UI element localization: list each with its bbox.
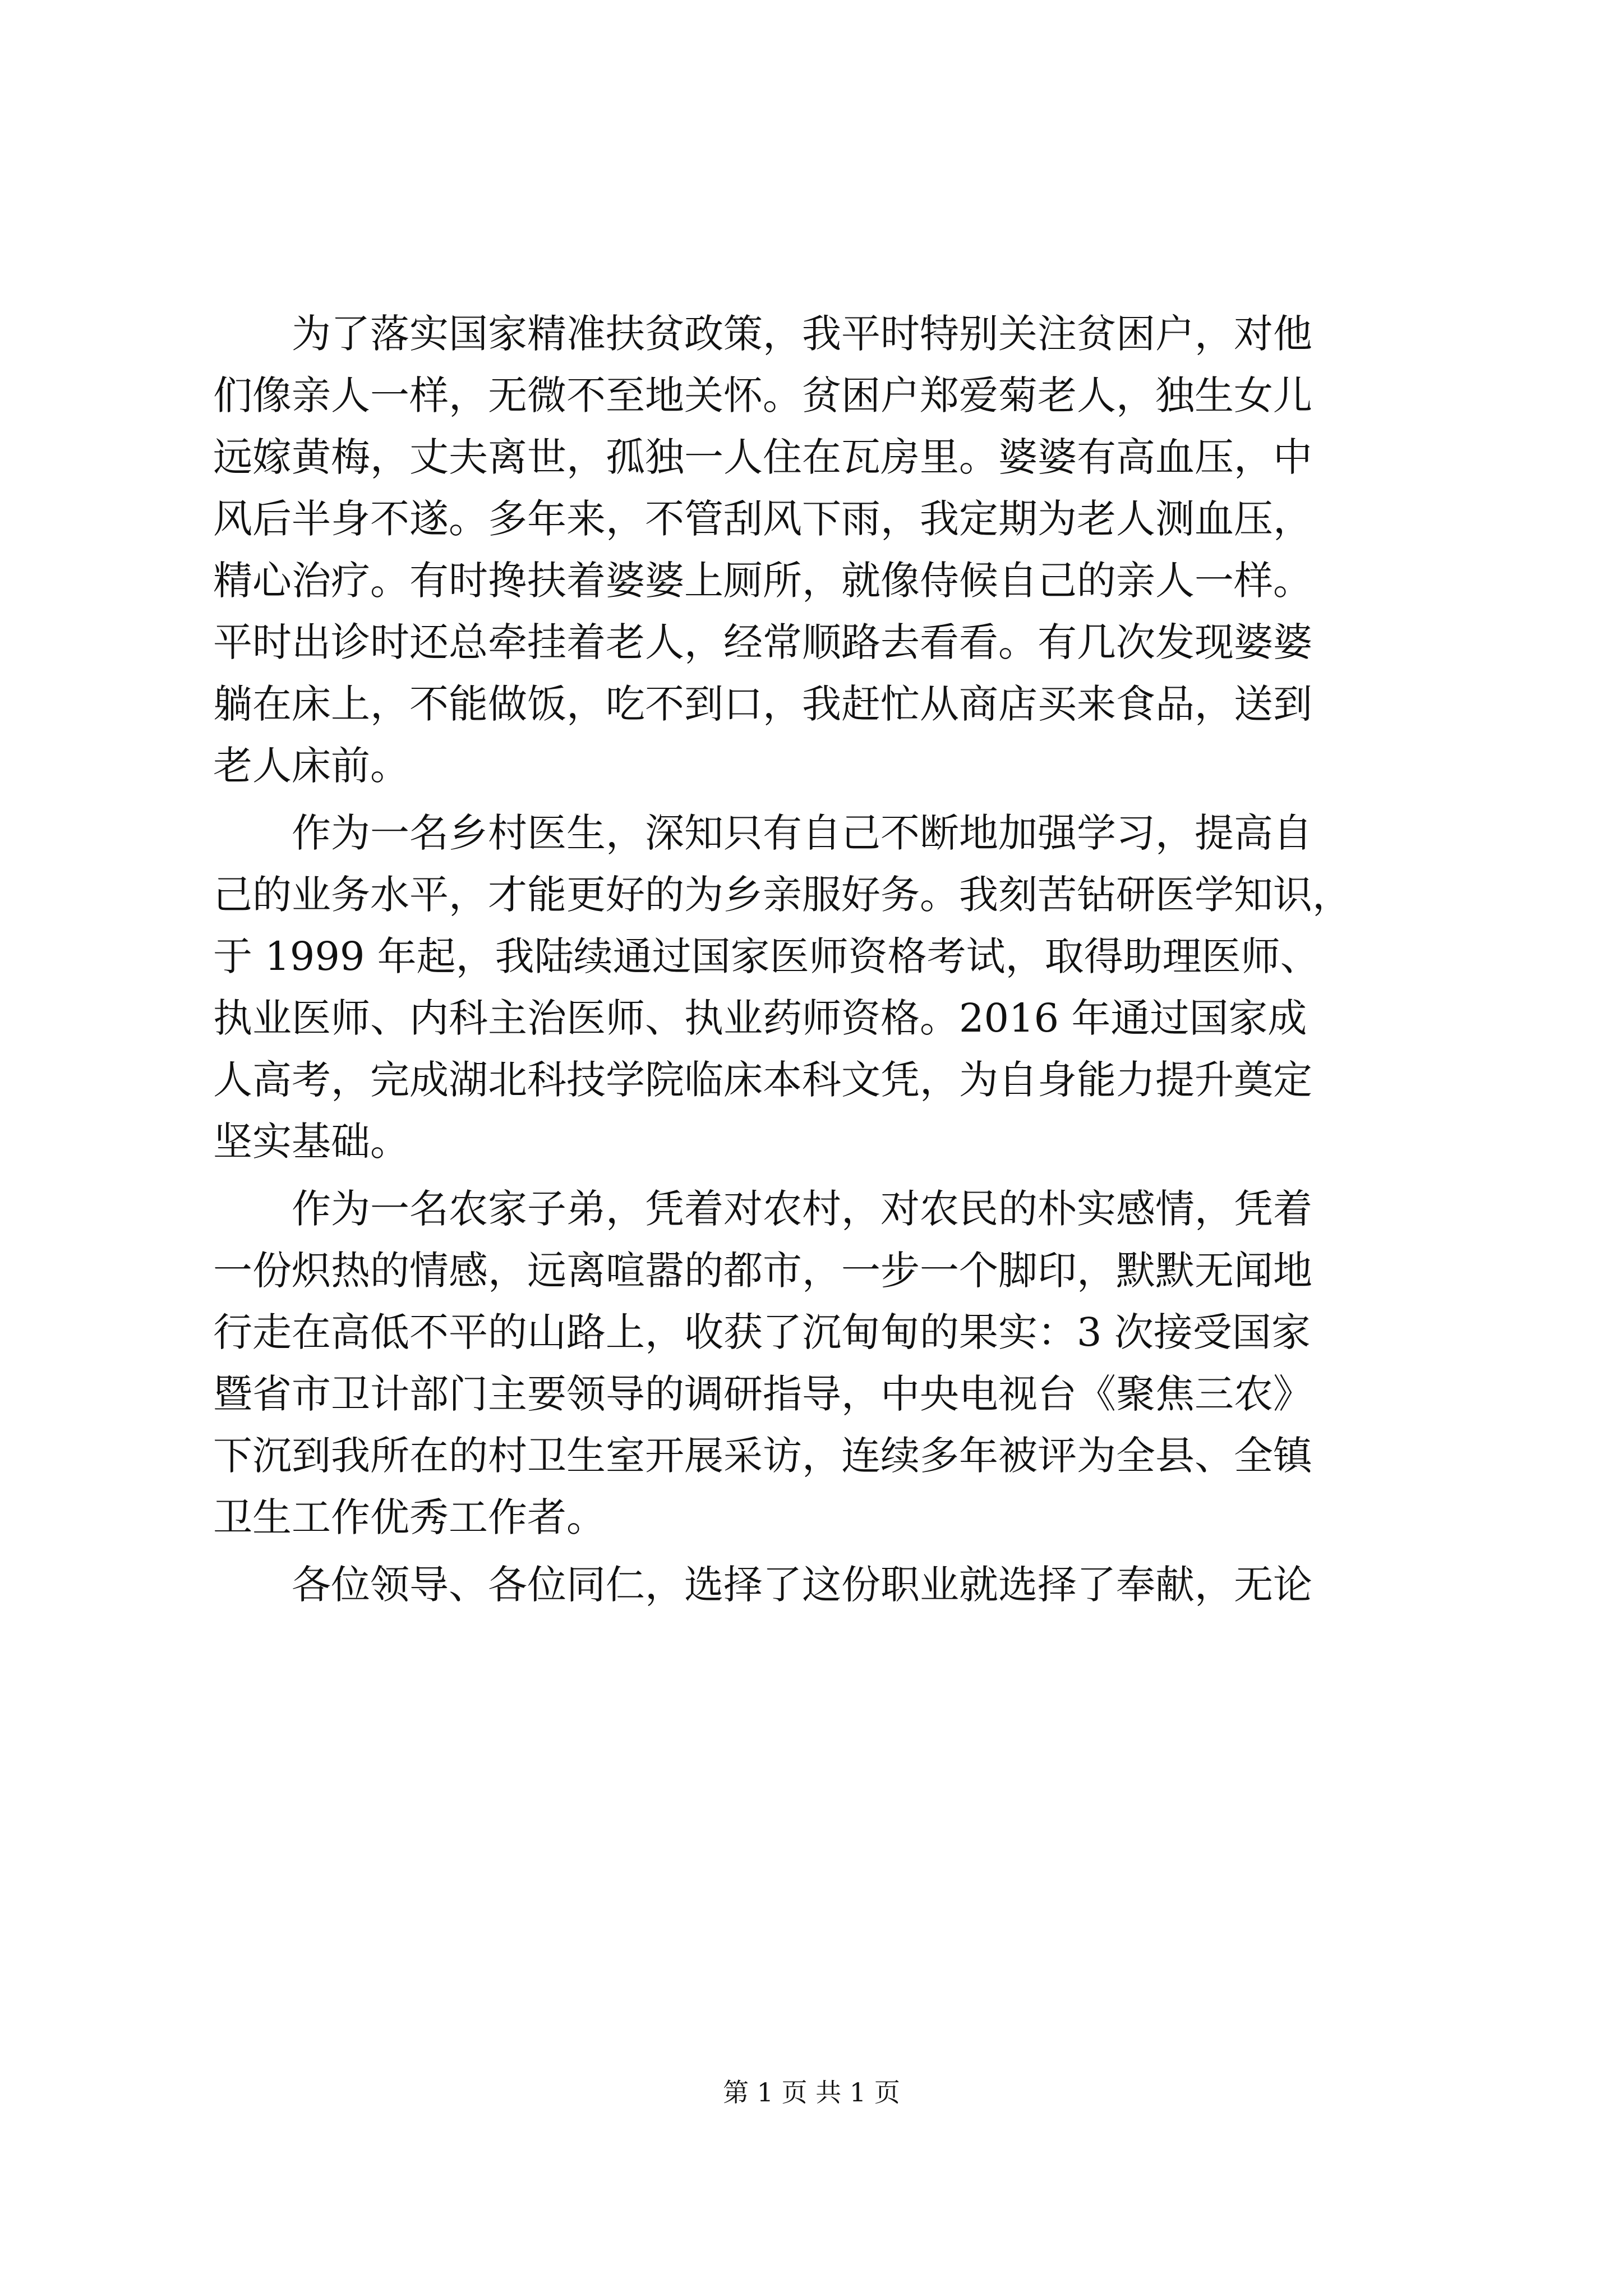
text-line: 下沉到我所在的村卫生室开展采访，连续多年被评为全县、全镇 — [213, 1433, 1312, 1479]
text-line: 为了落实国家精准扶贫政策，我平时特别关注贫困户，对他 — [213, 311, 1312, 357]
text-line: 们像亲人一样，无微不至地关怀。贫困户郑爱菊老人，独生女儿 — [213, 372, 1312, 418]
text-line: 平时出诊时还总牵挂着老人，经常顺路去看看。有几次发现婆婆 — [213, 619, 1312, 665]
text-line: 精心治疗。有时搀扶着婆婆上厕所，就像侍候自己的亲人一样。 — [213, 558, 1312, 604]
text-line: 坚实基础。 — [213, 1119, 409, 1165]
text-line: 老人床前。 — [213, 743, 409, 789]
text-line: 各位领导、各位同仁，选择了这份职业就选择了奉献，无论 — [213, 1562, 1312, 1608]
text-line: 执业医师、内科主治医师、执业药师资格。2016 年通过国家成 — [213, 995, 1307, 1041]
text-line: 作为一名农家子弟，凭着对农村，对农民的朴实感情，凭着 — [213, 1186, 1312, 1232]
text-line: 躺在床上，不能做饭，吃不到口，我赶忙从商店买来食品，送到 — [213, 681, 1312, 727]
text-line: 风后半身不遂。多年来，不管刮风下雨，我定期为老人测血压， — [213, 496, 1312, 542]
text-line: 己的业务水平，才能更好的为乡亲服好务。我刻苦钻研医学知识， — [213, 872, 1352, 918]
text-line: 于 1999 年起，我陆续通过国家医师资格考试，取得助理医师、 — [213, 933, 1320, 979]
text-line: 一份炽热的情感，远离喧嚣的都市，一步一个脚印，默默无闻地 — [213, 1248, 1312, 1294]
text-line: 作为一名乡村医生，深知只有自己不断地加强学习，提高自 — [213, 810, 1312, 856]
text-line: 暨省市卫计部门主要领导的调研指导，中央电视台《聚焦三农》 — [213, 1371, 1312, 1417]
page-footer: 第 1 页 共 1 页 — [723, 2077, 900, 2108]
text-line: 人高考，完成湖北科技学院临床本科文凭，为自身能力提升奠定 — [213, 1057, 1312, 1103]
text-line: 远嫁黄梅，丈夫离世，孤独一人住在瓦房里。婆婆有高血压，中 — [213, 434, 1312, 480]
text-line: 卫生工作优秀工作者。 — [213, 1494, 606, 1540]
text-line: 行走在高低不平的山路上，收获了沉甸甸的果实：3 次接受国家 — [213, 1309, 1311, 1355]
